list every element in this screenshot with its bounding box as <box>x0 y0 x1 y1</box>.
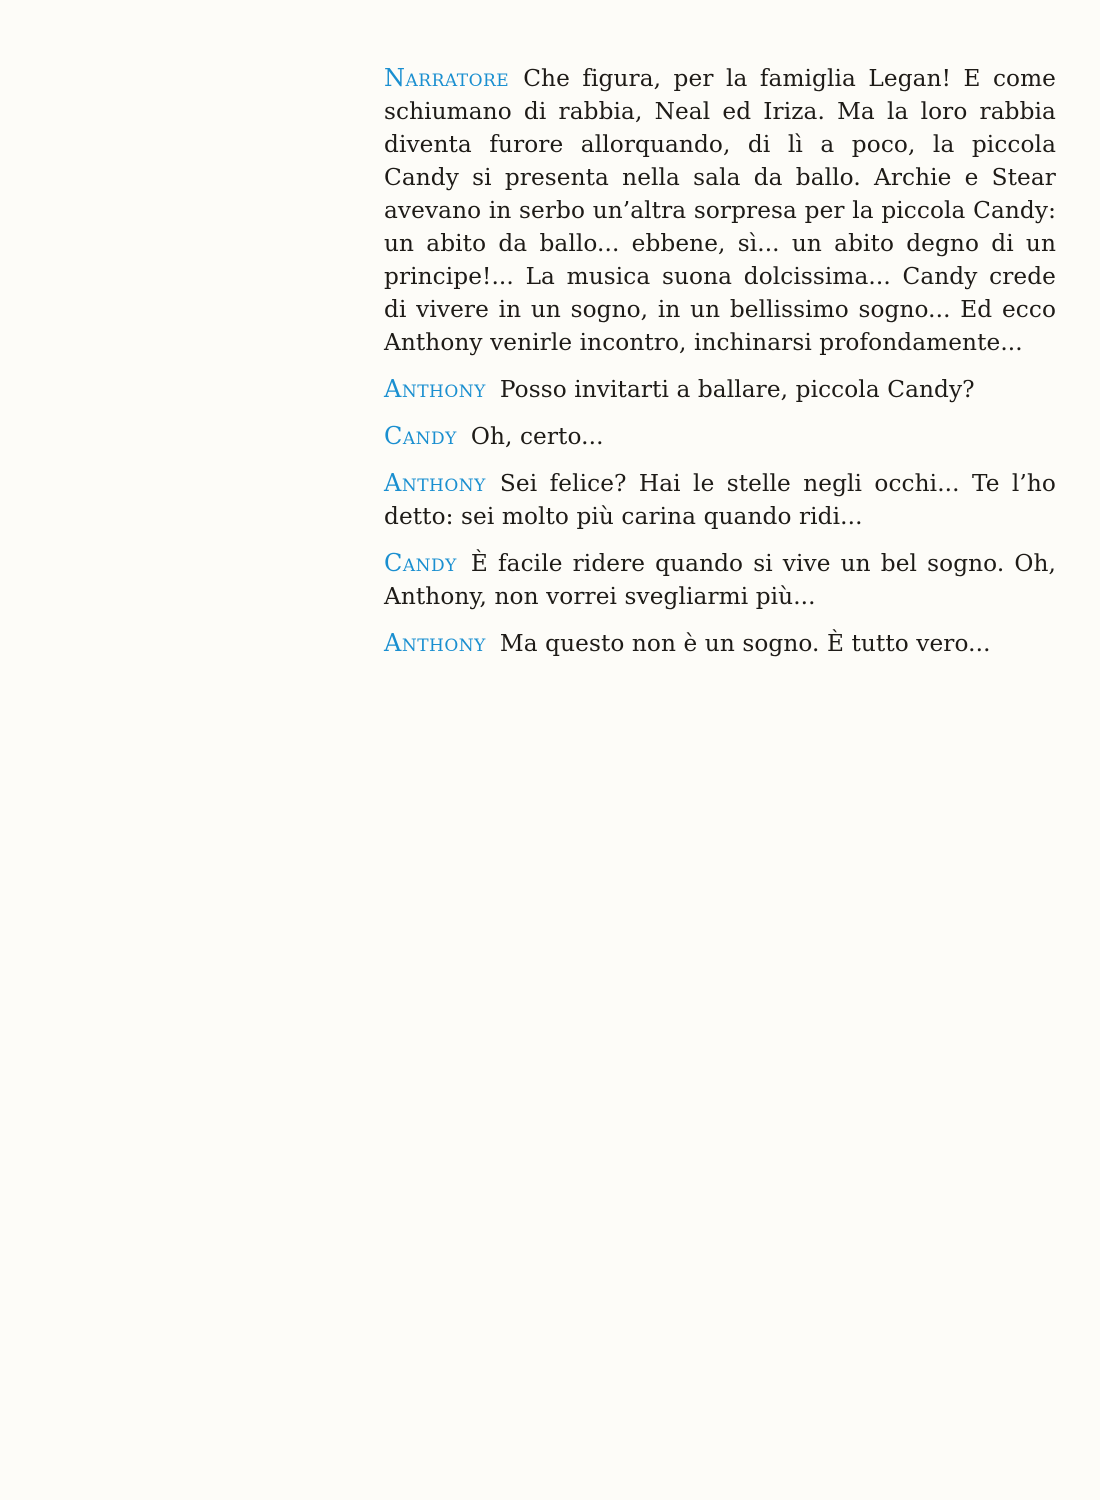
speech-text: Oh, certo... <box>470 423 604 450</box>
dialogue-line-narratore <box>384 62 1056 359</box>
speaker-name: Candy <box>384 422 457 450</box>
speaker-name: Anthony <box>384 375 486 403</box>
dialogue-text <box>384 62 1056 660</box>
dialogue-line-candy <box>384 420 1056 453</box>
speech-text: È facile ridere quando si vive un bel sogno. Oh, Anthony, non vorrei svegliarmi più... <box>384 550 1056 610</box>
speaker-name: Narratore <box>384 64 510 92</box>
dialogue-line-anthony <box>384 627 1056 660</box>
speech-text: Posso invitarti a ballare, piccola Candy? <box>499 376 975 403</box>
speech-text: Che figura, per la famiglia Legan! E come schiumano di rabbia, Neal ed Iriza. Ma la loro rabbia diventa furore allorquando, di lì a poco, la piccola Candy si presenta nella sala da ballo. Archie e Stear avevano in serbo un’altra sorpresa per la piccola Candy: un abito da ballo... ebbene, sì... un abito degno di un principe!... La musica suona dolcissima... Candy crede di vivere in un sogno, in un bellissimo sogno... Ed ecco Anthony venirle incontro, inchinarsi profondamente... <box>384 65 1056 356</box>
speech-text: Ma questo non è un sogno. È tutto vero... <box>499 630 991 657</box>
speaker-name: Anthony <box>384 469 486 497</box>
dialogue-line-candy <box>384 547 1056 613</box>
dialogue-line-anthony <box>384 373 1056 406</box>
dialogue-line-anthony <box>384 467 1056 533</box>
speaker-name: Anthony <box>384 629 486 657</box>
speaker-name: Candy <box>384 549 457 577</box>
speech-text: Sei felice? Hai le stelle negli occhi... Te l’ho detto: sei molto più carina quando ridi... <box>384 470 1056 530</box>
